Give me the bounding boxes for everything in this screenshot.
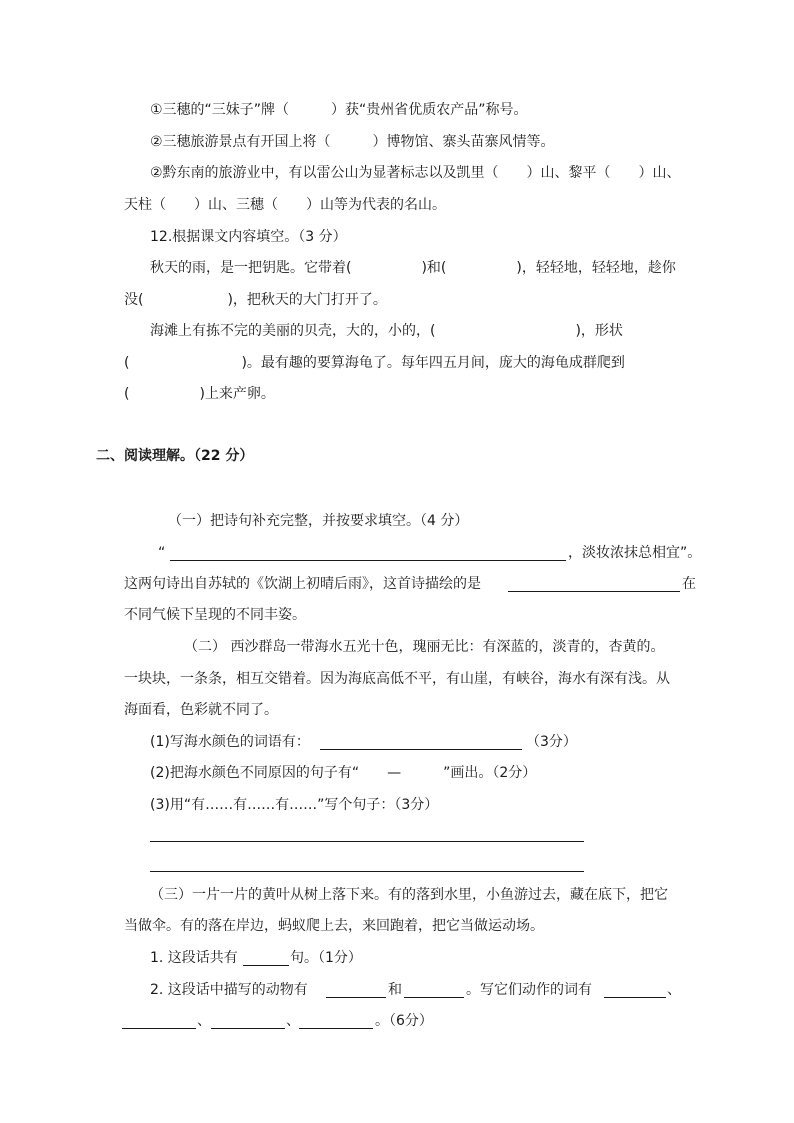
text-line: 海滩上有拣不完的美丽的贝壳，大的，小的，( )，形状 [150,323,623,339]
answer-line[interactable] [150,871,584,872]
text-line: 天柱（ ）山、三穗（ ）山等为代表的名山。 [124,197,446,213]
passage-line: （三）一片一片的黄叶从树上落下来。有的落到水里，小鱼游过去，藏在底下，把它 [150,887,668,903]
question-1: (1)写海水颜色的词语有： [150,734,310,750]
score: 。（6分） [375,1013,433,1029]
answer-blank[interactable] [299,1028,373,1029]
text-line: ②三穗旅游景点有开国上将（ ）博物馆、寨头苗寨风情等。 [150,134,555,150]
open-quote: “ [158,545,166,561]
text-line: 和 [388,982,402,998]
text-line: 不同气候下呈现的不同丰姿。 [124,607,306,623]
text-line: ②黔东南的旅游业中，有以雷公山为显著标志以及凯里（ ）山、黎平（ ）山、 [150,165,681,181]
score: 句。（1分） [290,950,362,966]
answer-blank[interactable] [326,997,386,998]
text-line: ( )。最有趣的要算海龟了。每年四五月间，庞大的海龟成群爬到 [124,355,625,371]
passage-line: 一块块，一条条，相互交错着。因为海底高低不平，有山崖，有峡谷，海水有深有浅。从 [124,671,670,687]
answer-blank[interactable] [508,591,680,592]
answer-blank[interactable] [404,997,464,998]
passage-line: 当做伞。有的落在岸边，蚂蚁爬上去，来回跑着，把它当做运动场。 [124,918,544,934]
answer-blank[interactable] [211,1028,285,1029]
score: （3分） [526,734,577,750]
answer-blank[interactable] [604,997,666,998]
answer-blank[interactable] [170,560,566,561]
passage-line: 海面看，色彩就不同了。 [124,702,278,718]
passage-line: （二） 西沙群岛一带海水五光十色，瑰丽无比：有深蓝的，淡青的，杏黄的。 [184,639,665,655]
answer-blank[interactable] [320,749,522,750]
text-line: ( )上来产卵。 [124,386,275,402]
answer-line[interactable] [150,841,584,842]
question-2: 2. 这段话中描写的动物有 [150,982,308,998]
question-1: 1. 这段话共有 [150,950,238,966]
answer-blank[interactable] [122,1028,196,1029]
question-12: 12.根据课文内容填空。（3 分） [150,229,347,245]
text-line: 秋天的雨，是一把钥匙。它带着( )和( )，轻轻地，轻轻地，趁你 [150,260,676,276]
text-line: 在 [682,576,696,592]
question-3: (3)用“有……有……有……”写个句子：（3分） [150,797,439,813]
text-line: 没( )，把秋天的大门打开了。 [124,292,387,308]
text-line: ①三穗的“三妹子”牌（ ）获“贵州省优质农产品”称号。 [150,102,528,118]
text-line: 、 [286,1013,300,1029]
poem-end: ，淡妆浓抹总相宜”。 [568,545,702,561]
answer-blank[interactable] [243,965,289,966]
section-heading: 二、阅读理解。（22 分） [96,448,254,464]
text-line: 。写它们动作的词有 [466,982,592,998]
part-title: （一）把诗句补充完整，并按要求填空。（4 分） [168,513,469,529]
text-line: 、 [667,982,681,998]
text-line: 这两句诗出自苏轼的《饮湖上初晴后雨》，这首诗描绘的是 [124,576,481,592]
question-2: (2)把海水颜色不同原因的句子有“ — ”画出。（2分） [150,765,537,781]
text-line: 、 [197,1013,211,1029]
